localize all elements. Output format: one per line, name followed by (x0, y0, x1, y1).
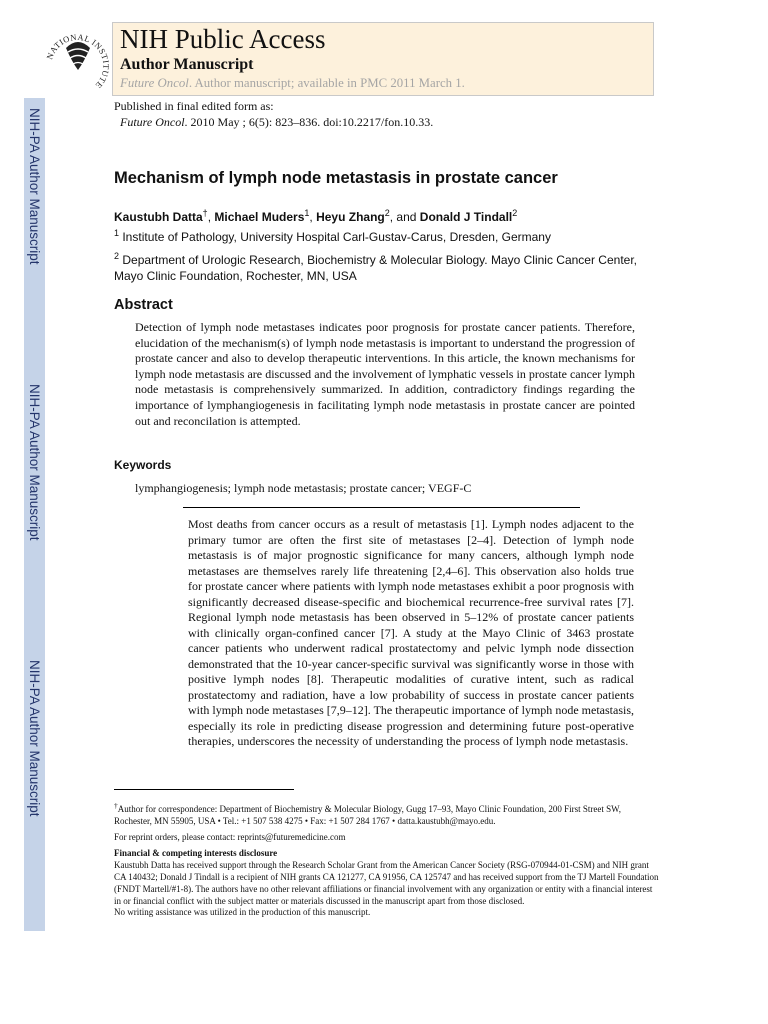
abstract-body: Detection of lymph node metastases indicates poor prognosis for prostate cancer patients. Therefore, elucidation of the mechanism(s) of lymph node metastasis is important to understand the progression of prostate cancer and also to develop therapeutic interventions. In this article, the known mechanisms for lymph node metastasis are discussed and the involvement of lymphatic vessels in prostate cancer lymph node metastasis is comprehensively summarized. In addition, contradictory findings regarding the importance of lymphangiogenesis in facilitating lymph node metastasis in prostate cancer are pointed out and reconcilation is attempted. (135, 320, 635, 428)
reprints-note: For reprint orders, please contact: reprints@futuremedicine.com (114, 831, 346, 842)
author-name: Michael Muders (214, 210, 305, 224)
author-manuscript-label: Author Manuscript (120, 56, 254, 73)
author-separator: , (207, 210, 215, 224)
abstract-heading: Abstract (114, 297, 173, 313)
paper-title: Mechanism of lymph node metastasis in prostate cancer (114, 169, 558, 187)
disclosure-heading: Financial & competing interests disclosure (114, 848, 278, 859)
correspondence-text: Author for correspondence: Department of Biochemistry & Molecular Biology, Gugg 17–93, Mayo Clinic Foundation, 200 First Street SW, Rochester, MN 55905, USA • Tel.: +1 507 538 4275 • Fax: +1 507 284 1767 • datta.kaustubh@mayo.edu. (114, 804, 622, 826)
intro-paragraph: Most deaths from cancer occurs as a result of metastasis [1]. Lymph nodes adjacent to the primary tumor are often the first site of metastases [2–4]. Detection of lymph node metastasis is of major prognostic significance for many cancers, although lymph node metastases are themselves rarely life threatening [2,4–6]. This observation also holds true for prostate cancer where patients with lymph node metastases exhibit a poor prognosis with significantly decreased disease-specific and biochemical recurrence-free survival rates [7]. Regional lymph node metastasis has been observed in 5–12% of prostate cancer patients with clinically organ-confined cancer [7]. A study at the Mayo Clinic of 3463 prostate cancer patients who underwent radical prostatectomy and pelvic lymph node dissection demonstrated that the 10-year cancer-specific survival was significantly worse in those with positive lymph nodes [8]. Therapeutic modalities of curative intent, such as radical prostatectomy and radiation, have a low probability of success in prostate cancer patients with lymph node metastases [7,9–12]. The therapeutic importance of lymph node metastasis, especially its role in predicting disease progression and determining future post-operative therapies, underscores the necessity of understanding the process of lymph node metastasis. (188, 517, 634, 748)
section-divider (183, 507, 580, 508)
affiliation-1 (114, 225, 662, 245)
sidebar-label-1: NIH-PA Author Manuscript (27, 108, 42, 265)
author-affiliation-mark: 2 (512, 208, 518, 218)
footnote-divider (114, 789, 294, 790)
affiliation-mark: 1 (114, 228, 120, 238)
disclosure-text: Kaustubh Datta has received support through the Research Scholar Grant from the American Cancer Society (RSG-070944-01-CSM) and NIH grant CA 140432; Donald J Tindall is a recipient of NIH grants CA 121277, CA 91956, CA 125747 and has received support from the TJ Martell Foundation (FNDT Martell/#1-8). The authors have no other relevant affiliations or financial involvement with any organization or entity with a financial interest in or financial conflict with the subject matter or materials discussed in the manuscript apart from those disclosed. (114, 860, 659, 906)
affiliation-text: Institute of Pathology, University Hospital Carl-Gustav-Carus, Dresden, Germany (119, 230, 551, 244)
published-intro: Published in final edited form as: (114, 99, 274, 113)
pmc-availability-note (120, 76, 465, 91)
author-list (114, 206, 517, 224)
pmc-note-journal: Future Oncol (120, 76, 189, 90)
logo-lettering: NATIONAL INSTITUTE (44, 31, 112, 91)
affiliation-text: Department of Urologic Research, Biochemistry & Molecular Biology. Mayo Clinic Cancer Center, Mayo Clinic Foundation, Rochester, MN, USA (114, 253, 637, 283)
writing-assistance-note: No writing assistance was utilized in the production of this manuscript. (114, 907, 371, 918)
footnotes (114, 800, 659, 919)
pmc-note-text: . Author manuscript; available in PMC 2011 March 1. (188, 76, 465, 90)
correspondence-footnote (114, 800, 659, 828)
citation-details: . 2010 May ; 6(5): 823–836. doi:10.2217/fon.10.33. (184, 115, 434, 129)
citation-journal: Future Oncol (120, 115, 185, 129)
author-affiliation-mark: 1 (304, 208, 310, 218)
author-name: Donald J Tindall (419, 210, 513, 224)
affiliation-2 (114, 248, 662, 284)
nih-logo (44, 18, 112, 98)
author-separator: , and (389, 210, 420, 224)
publication-citation (120, 115, 433, 129)
nih-public-access-title: NIH Public Access (120, 24, 326, 54)
author-affiliation-mark: 2 (384, 208, 390, 218)
author-name: Heyu Zhang (316, 210, 385, 224)
affiliation-mark: 2 (114, 251, 120, 261)
sidebar-label-3: NIH-PA Author Manuscript (27, 660, 42, 817)
author-separator: , (309, 210, 317, 224)
author-affiliation-mark: † (202, 208, 208, 218)
author-name: Kaustubh Datta (114, 210, 203, 224)
correspondence-mark: † (114, 801, 118, 810)
keywords-heading: Keywords (114, 458, 172, 472)
sidebar-label-2: NIH-PA Author Manuscript (27, 384, 42, 541)
keywords-list: lymphangiogenesis; lymph node metastasis; prostate cancer; VEGF-C (135, 481, 472, 495)
